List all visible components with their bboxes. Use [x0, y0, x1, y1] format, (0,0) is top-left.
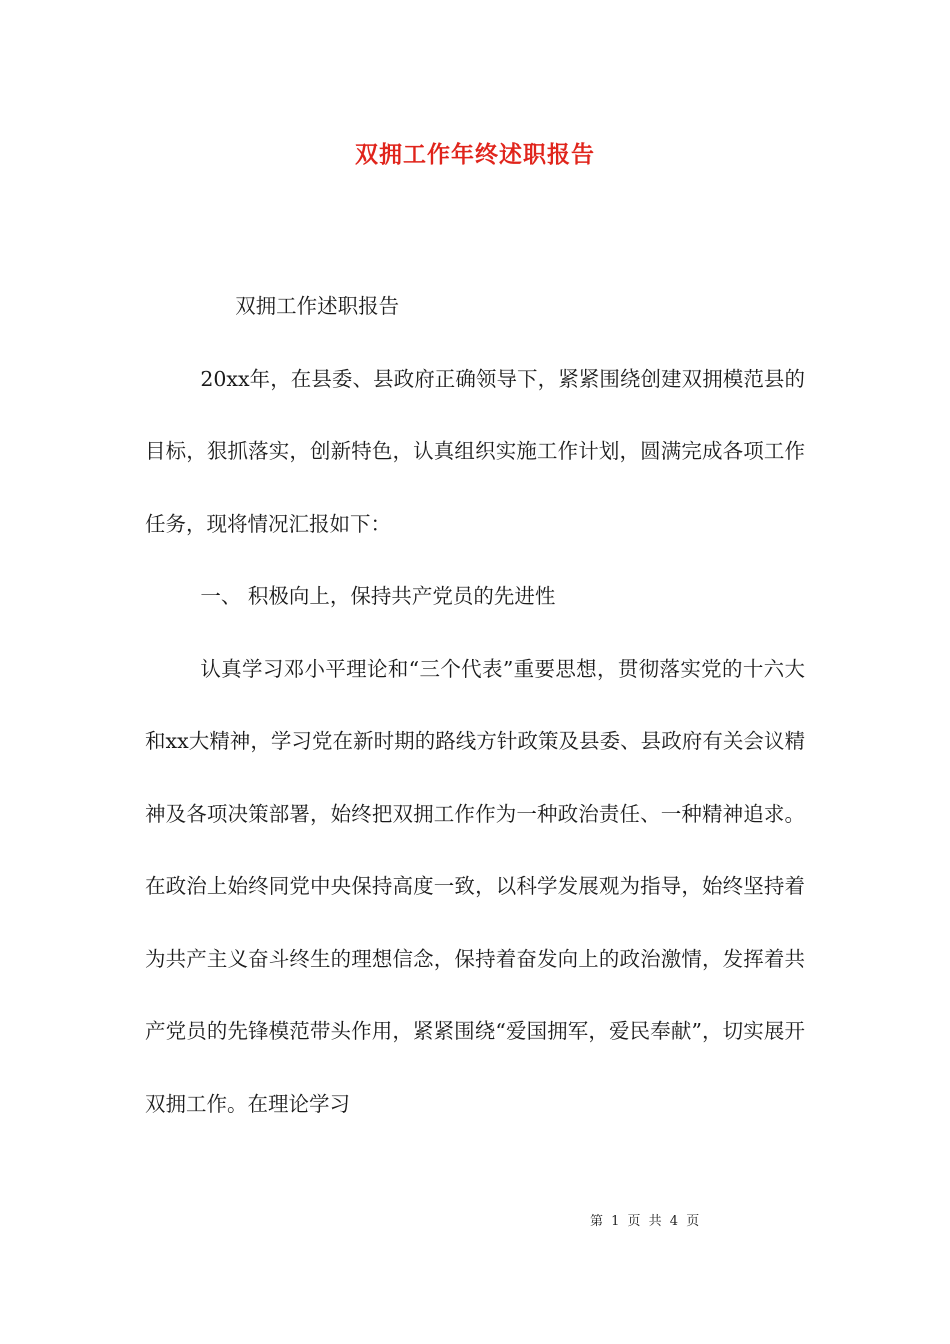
- section-heading-1: 一、 积极向上，保持共产党员的先进性: [200, 584, 556, 608]
- page-number-footer: 第 1 页 共 4 页: [590, 1214, 702, 1229]
- document-title: 双拥工作年终述职报告: [355, 141, 595, 168]
- body-paragraph-intro: 20xx年，在县委、县政府正确领导下，紧紧围绕创建双拥模范县的目标，狠抓落实，创新特色，认真组织实施工作计划，圆满完成各项工作任务，现将情况汇报如下：: [145, 366, 805, 536]
- body-subtitle: 双拥工作述职报告: [235, 294, 400, 318]
- body-paragraph-section-1: 认真学习邓小平理论和“三个代表”重要思想，贯彻落实党的十六大和xx大精神，学习党在新时期的路线方针政策及县委、县政府有关会议精神及各项决策部署，始终把双拥工作作为一种政治责任、一种精神追求。在政治上始终同党中央保持高度一致，以科学发展观为指导，始终坚持着为共产主义奋斗终生的理想信念，保持着奋发向上的政治激情，发挥着共产党员的先锋模范带头作用，紧紧围绕“爱国拥军，爱民奉献”，切实展开双拥工作。在理论学习: [145, 656, 805, 1116]
- document-body: [145, 270, 805, 1140]
